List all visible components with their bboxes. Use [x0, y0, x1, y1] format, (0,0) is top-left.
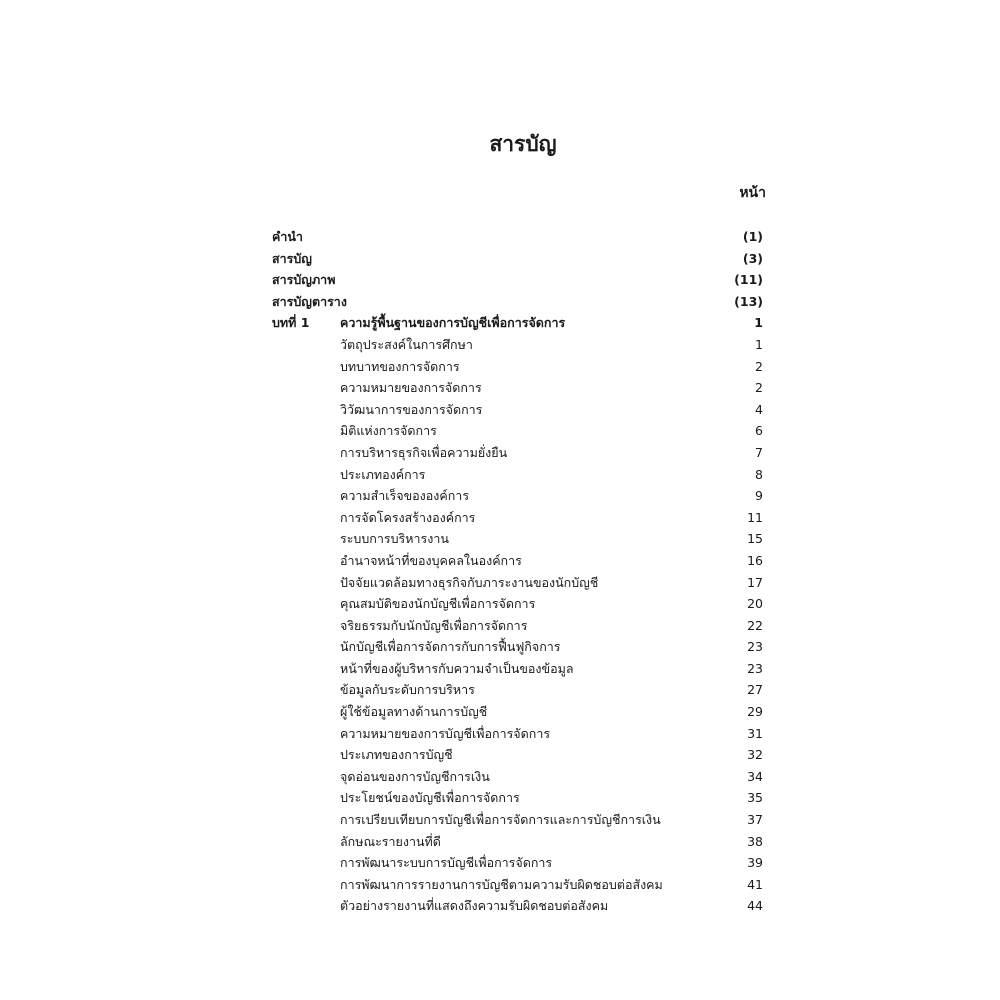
toc-entry-page-number: (1)	[742, 229, 763, 244]
toc-entry-label: ประเภทองค์การ	[340, 466, 426, 482]
front-matter-entry	[0, 269, 1000, 291]
toc-entry-label: ความหมายของการจัดการ	[340, 380, 482, 396]
chapter-number: บทที่ 1	[272, 315, 310, 331]
toc-entry-label: วัตถุประสงค์ในการศึกษา	[340, 336, 473, 352]
chapter-entry	[0, 312, 1000, 334]
toc-entry-page-number: 7	[755, 444, 763, 460]
toc-entry-page-number: 29	[747, 704, 763, 720]
toc-entry-page-number: (13)	[734, 293, 763, 309]
toc-entry-label: จริยธรรมกับนักบัญชีเพื่อการจัดการ	[340, 617, 528, 633]
toc-entry-page-number: 11	[747, 509, 763, 525]
toc-entry-label: ความหมายของการบัญชีเพื่อการจัดการ	[340, 725, 551, 741]
toc-entry-page-number: 39	[747, 855, 763, 871]
toc-entry-label: จุดอ่อนของการบัญชีการเงิน	[340, 768, 490, 784]
section-entry	[0, 787, 1000, 809]
toc-entry-label: ความสำเร็จขององค์การ	[340, 488, 470, 504]
toc-entry-label: การพัฒนาระบบการบัญชีเพื่อการจัดการ	[340, 855, 553, 871]
section-entry	[0, 636, 1000, 658]
table-of-contents	[0, 226, 1000, 917]
toc-entry-label: บทบาทของการจัดการ	[340, 358, 460, 374]
toc-entry-label: สารบัญตาราง	[272, 293, 347, 309]
toc-entry-label: ลักษณะรายงานที่ดี	[340, 833, 441, 849]
section-entry	[0, 615, 1000, 637]
section-entry	[0, 528, 1000, 550]
toc-entry-label: ปัจจัยแวดล้อมทางธุรกิจกับภาระงานของนักบัญชี	[340, 574, 599, 590]
section-list	[0, 334, 1000, 917]
toc-entry-page-number: (3)	[742, 250, 763, 266]
section-entry	[0, 485, 1000, 507]
chapter-page-number: 1	[754, 315, 763, 331]
toc-entry-page-number: 15	[747, 531, 763, 547]
toc-entry-page-number: (11)	[734, 272, 763, 288]
toc-entry-label: หน้าที่ของผู้บริหารกับความจำเป็นของข้อมูล	[340, 660, 574, 676]
section-entry	[0, 464, 1000, 486]
toc-entry-page-number: 9	[755, 488, 763, 504]
toc-entry-page-number: 22	[747, 617, 763, 633]
section-entry	[0, 895, 1000, 917]
toc-entry-page-number: 6	[755, 423, 763, 439]
section-entry	[0, 831, 1000, 853]
toc-entry-label: มิติแห่งการจัดการ	[340, 423, 437, 439]
section-entry	[0, 442, 1000, 464]
toc-entry-label: ประโยชน์ของบัญชีเพื่อการจัดการ	[340, 790, 520, 806]
toc-entry-page-number: 31	[747, 725, 763, 741]
front-matter-entry	[0, 248, 1000, 270]
toc-entry-label: ตัวอย่างรายงานที่แสดงถึงความรับผิดชอบต่อสังคม	[340, 898, 609, 914]
toc-entry-label: การเปรียบเทียบการบัญชีเพื่อการจัดการและการบัญชีการเงิน	[340, 812, 661, 828]
section-entry	[0, 377, 1000, 399]
section-entry	[0, 852, 1000, 874]
front-matter-entry	[0, 291, 1000, 313]
section-entry	[0, 399, 1000, 421]
toc-entry-page-number: 35	[747, 790, 763, 806]
toc-entry-label: สารบัญภาพ	[272, 272, 336, 288]
toc-entry-page-number: 23	[747, 660, 763, 676]
toc-entry-page-number: 38	[747, 833, 763, 849]
toc-entry-page-number: 2	[755, 358, 763, 374]
toc-entry-label: ประเภทของการบัญชี	[340, 747, 453, 763]
section-entry	[0, 420, 1000, 442]
toc-entry-page-number: 23	[747, 639, 763, 655]
toc-entry-label: วิวัฒนาการของการจัดการ	[340, 401, 483, 417]
toc-entry-label: ผู้ใช้ข้อมูลทางด้านการบัญชี	[340, 704, 488, 720]
front-matter-list	[0, 226, 1000, 312]
chapter-title: ความรู้พื้นฐานของการบัญชีเพื่อการจัดการ	[340, 315, 566, 331]
section-entry	[0, 356, 1000, 378]
toc-entry-label: คำนำ	[272, 229, 303, 244]
toc-entry-page-number: 4	[755, 401, 763, 417]
page-title: สารบัญ	[489, 132, 557, 156]
toc-entry-label: อำนาจหน้าที่ของบุคคลในองค์การ	[340, 552, 522, 568]
toc-entry-page-number: 8	[755, 466, 763, 482]
toc-entry-page-number: 1	[755, 336, 763, 352]
toc-entry-label: การบริหารธุรกิจเพื่อความยั่งยืน	[340, 444, 508, 460]
section-entry	[0, 679, 1000, 701]
section-entry	[0, 572, 1000, 594]
toc-entry-page-number: 44	[747, 898, 763, 914]
toc-entry-page-number: 17	[747, 574, 763, 590]
section-entry	[0, 874, 1000, 896]
toc-entry-label: ระบบการบริหารงาน	[340, 531, 449, 547]
toc-entry-page-number: 34	[747, 768, 763, 784]
toc-entry-page-number: 16	[747, 552, 763, 568]
section-entry	[0, 723, 1000, 745]
section-entry	[0, 658, 1000, 680]
page-column-header: หน้า	[739, 185, 766, 201]
section-entry	[0, 507, 1000, 529]
toc-entry-page-number: 37	[747, 812, 763, 828]
section-entry	[0, 809, 1000, 831]
toc-entry-page-number: 20	[747, 596, 763, 612]
toc-entry-page-number: 32	[747, 747, 763, 763]
section-entry	[0, 334, 1000, 356]
toc-entry-page-number: 41	[747, 876, 763, 892]
toc-entry-label: การพัฒนาการรายงานการบัญชีตามความรับผิดชอบต่อสังคม	[340, 876, 663, 892]
section-entry	[0, 701, 1000, 723]
section-entry	[0, 550, 1000, 572]
front-matter-entry	[0, 226, 1000, 248]
toc-entry-page-number: 2	[755, 380, 763, 396]
toc-entry-label: การจัดโครงสร้างองค์การ	[340, 509, 476, 525]
toc-entry-label: สารบัญ	[272, 250, 312, 266]
section-entry	[0, 766, 1000, 788]
toc-entry-label: นักบัญชีเพื่อการจัดการกับการฟื้นฟูกิจการ	[340, 639, 561, 655]
section-entry	[0, 593, 1000, 615]
toc-entry-label: ข้อมูลกับระดับการบริหาร	[340, 682, 475, 698]
toc-entry-page-number: 27	[747, 682, 763, 698]
section-entry	[0, 744, 1000, 766]
toc-entry-label: คุณสมบัติของนักบัญชีเพื่อการจัดการ	[340, 596, 536, 612]
